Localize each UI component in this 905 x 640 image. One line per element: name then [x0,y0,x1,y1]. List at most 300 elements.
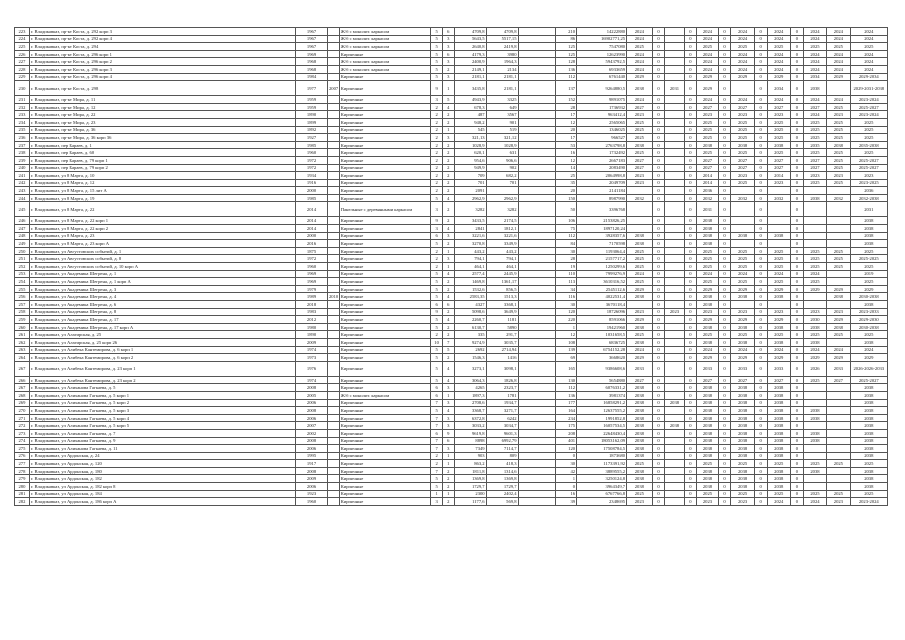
term-cell: 2024 [731,96,754,104]
zero-cell: 0 [652,346,665,354]
zero-cell: 0 [790,354,803,362]
term-range-cell: 2031 [850,202,887,217]
zero-cell: 0 [718,346,731,354]
zero-cell: 0 [754,255,767,263]
year-cell: 1927 [296,134,328,142]
zero-cell: 0 [754,28,767,36]
term-cell: 2027 [697,376,718,384]
year-cell: 2008 [296,437,328,445]
rebuild-year-cell [327,301,339,309]
term-range-cell: 2025 [850,126,887,134]
zero-cell: 0 [684,316,697,324]
rebuild-year-cell [327,202,339,217]
table-row [15,437,888,445]
address-cell: г. Владикавказ, пер Бараев, д. 79 корп 2 [29,164,295,172]
address-cell: г. Владикавказ, пр-кт Коста, д. 296 корп 1 [29,50,295,58]
rebuild-year-cell [327,467,339,475]
extra-year-cell [665,225,684,233]
term-cell: 2025 [827,134,850,142]
zero-cell: 0 [684,263,697,271]
zero-cell: 0 [754,391,767,399]
term-cell: 2038 [803,81,826,96]
term-cell: 2025 [697,149,718,157]
floors-cell: 5 [431,475,443,483]
term-cell [767,225,790,233]
entrances-cell: 2 [442,475,454,483]
term-cell: 2038 [767,483,790,491]
entrances-cell: 4 [442,293,454,301]
address-cell: г. Владикавказ, ул 8 Марта, д. 15 лит А [29,187,295,195]
term-cell: 2023 [697,498,718,506]
living-area-cell: 3325 [486,96,518,104]
term-cell: 2023 [697,308,718,316]
zero-cell: 0 [790,285,803,293]
blank-cell [518,202,555,217]
zero-cell: 0 [684,407,697,415]
blank-cell [518,240,555,248]
term-cell: 2038 [697,232,718,240]
row-number: 224 [15,35,30,43]
zero-cell: 0 [790,225,803,233]
rebuild-year-cell [327,376,339,384]
term-cell [803,475,826,483]
rebuild-year-cell [327,126,339,134]
zero-cell: 0 [718,437,731,445]
wall-material-cell: Ж/б с монолит. каркасом [339,65,431,73]
term-cell: 2038 [803,407,826,415]
plan-year-cell: 2025 [627,278,653,286]
floors-cell: 9 [431,217,443,225]
address-cell: г. Владикавказ, пер Бараев, д. 1 [29,141,295,149]
extra-year-cell [665,149,684,157]
floors-cell: 7 [431,414,443,422]
term-cell [767,217,790,225]
rebuild-year-cell [327,28,339,36]
living-area-cell: 2962,9 [486,194,518,202]
zero-cell: 0 [718,96,731,104]
term-range-cell: 2038 [850,338,887,346]
zero-cell: 0 [652,399,665,407]
rebuild-year-cell [327,73,339,81]
cost-cell: 5943792,5 [577,58,627,66]
extra-year-cell [665,323,684,331]
residents-cell: 16 [555,149,576,157]
term-cell [767,187,790,195]
term-cell: 2029 [803,354,826,362]
total-area-cell: 3368,7 [454,407,486,415]
term-cell [827,391,850,399]
living-area-cell: 2181,1 [486,81,518,96]
floors-cell: 5 [431,346,443,354]
floors-cell: 5 [431,240,443,248]
address-cell: г. Владикавказ, ул 8 Марта, д. 10 [29,172,295,180]
zero-cell: 0 [652,475,665,483]
row-number: 273 [15,429,30,437]
extra-year-cell [665,73,684,81]
zero-cell: 0 [754,126,767,134]
living-area-cell: 3271,7 [486,407,518,415]
extra-year-cell [665,202,684,217]
zero-cell: 0 [718,217,731,225]
floors-cell: 7 [431,437,443,445]
term-cell: 2027 [767,156,790,164]
zero-cell: 0 [754,270,767,278]
blank-cell [518,460,555,468]
year-cell: 1984 [296,73,328,81]
total-area-cell: 2400,9 [454,58,486,66]
zero-cell: 0 [790,475,803,483]
table-row [15,460,888,468]
zero-cell: 0 [754,475,767,483]
zero-cell: 0 [718,73,731,81]
total-area-cell: 6130,7 [454,323,486,331]
address-cell: г. Владикавказ, ул Академика Шегрена, д. 17 корп А [29,323,295,331]
term-cell: 2025 [697,460,718,468]
total-area-cell: 464,1 [454,263,486,271]
zero-cell: 0 [684,43,697,51]
floors-cell: 5 [431,73,443,81]
plan-year-cell: 2025 [627,126,653,134]
blank-cell [518,316,555,324]
term-cell: 2025 [803,460,826,468]
term-range-cell: 2029 [850,354,887,362]
term-cell: 2029 [767,285,790,293]
row-number: 262 [15,338,30,346]
extra-year-cell [665,194,684,202]
cost-cell: 2153826,25 [577,217,627,225]
residents-cell: 108 [555,338,576,346]
zero-cell: 0 [684,73,697,81]
row-number: 250 [15,247,30,255]
term-range-cell: 2038 [850,475,887,483]
plan-year-cell: 2023 [627,179,653,187]
table-row [15,338,888,346]
total-area-cell: 1028,9 [454,141,486,149]
address-cell: г. Владикавказ, пер Бараев, д. 79 корп 1 [29,156,295,164]
year-cell: 1892 [296,126,328,134]
table-row [15,399,888,407]
residents-cell: 220 [555,316,576,324]
zero-cell: 0 [754,346,767,354]
residents-cell: 128 [555,58,576,66]
term-cell: 2038 [731,384,754,392]
zero-cell: 0 [652,172,665,180]
rebuild-year-cell [327,232,339,240]
row-number: 282 [15,498,30,506]
term-cell [827,414,850,422]
rebuild-year-cell [327,391,339,399]
term-cell: 2038 [697,338,718,346]
term-cell: 2025 [731,255,754,263]
plan-year-cell: 2027 [627,103,653,111]
zero-cell: 0 [718,187,731,195]
address-cell: г. Владикавказ, ул Алиханова Гагкаева, д. 5 корп 1 [29,391,295,399]
cost-cell: 1732492 [577,149,627,157]
term-cell: 2024 [803,65,826,73]
rebuild-year-cell [327,338,339,346]
extra-year-cell [665,407,684,415]
rebuild-year-cell [327,460,339,468]
wall-material-cell: Кирпичные [339,232,431,240]
year-cell: 2009 [296,338,328,346]
wall-material-cell: Кирпичные [339,346,431,354]
living-area-cell: 901 [486,118,518,126]
term-range-cell: 2029 [850,285,887,293]
residents-cell: 116 [555,293,576,301]
term-cell [827,407,850,415]
living-area-cell: 321,12 [486,134,518,142]
floors-cell: 5 [431,58,443,66]
living-area-cell: 4709,8 [486,28,518,36]
floors-cell: 2 [431,331,443,339]
cost-cell: 1736932 [577,103,627,111]
term-range-cell: 2024 [850,346,887,354]
table-row [15,187,888,195]
term-cell: 2024 [767,35,790,43]
term-cell [827,187,850,195]
entrances-cell: 6 [442,437,454,445]
term-cell: 2027 [767,376,790,384]
term-range-cell: 2025-2027 [850,156,887,164]
term-range-cell: 2038 [850,452,887,460]
term-cell: 2031 [697,202,718,217]
term-cell: 2025 [731,263,754,271]
residents-cell: 110 [555,270,576,278]
table-row [15,308,888,316]
zero-cell: 0 [754,437,767,445]
blank-cell [518,118,555,126]
address-cell: г. Владикавказ, ул Алиханова Гагкаева, д. 5 корп 5 [29,422,295,430]
floors-cell: 5 [431,50,443,58]
term-range-cell: 2038 [850,225,887,233]
living-area-cell: 902 [486,164,518,172]
zero-cell: 0 [718,164,731,172]
term-cell: 2038 [697,225,718,233]
rebuild-year-cell: 2007 [327,81,339,96]
floors-cell: 5 [431,483,443,491]
cost-cell: 3889555,2 [577,467,627,475]
year-cell: 1899 [296,118,328,126]
term-cell: 2025 [697,263,718,271]
zero-cell: 0 [718,354,731,362]
total-area-cell: 3433,5 [454,217,486,225]
row-number: 267 [15,384,30,392]
wall-material-cell: Кирпичные [339,111,431,119]
year-cell: 2008 [296,467,328,475]
year-cell: 1917 [296,460,328,468]
table-row [15,240,888,248]
term-cell: 2038 [731,323,754,331]
total-area-cell: 4265 [454,384,486,392]
zero-cell: 0 [652,179,665,187]
term-cell [767,301,790,309]
entrances-cell: 2 [442,483,454,491]
entrances-cell: 3 [442,414,454,422]
zero-cell: 0 [754,308,767,316]
zero-cell: 0 [790,73,803,81]
term-cell: 2038 [767,232,790,240]
entrances-cell: 2 [442,323,454,331]
blank-cell [518,270,555,278]
entrances-cell: 3 [442,58,454,66]
term-cell: 2025 [697,247,718,255]
extra-year-cell [665,187,684,195]
living-area-cell: 2181,1 [486,73,518,81]
row-number: 271 [15,414,30,422]
zero-cell: 0 [754,490,767,498]
term-cell [803,384,826,392]
total-area-cell: 794,1 [454,255,486,263]
zero-cell: 0 [684,338,697,346]
zero-cell: 0 [718,156,731,164]
table-row [15,126,888,134]
housing-table [14,27,888,506]
wall-material-cell: Кирпичные [339,225,431,233]
term-range-cell: 2038 [850,414,887,422]
wall-material-cell: Кирпичные [339,194,431,202]
term-cell: 2038 [803,194,826,202]
zero-cell: 0 [754,149,767,157]
plan-year-cell: 2025 [627,460,653,468]
term-cell: 2038 [731,422,754,430]
plan-year-cell: 2024 [627,28,653,36]
term-cell: 2038 [767,391,790,399]
residents-cell: 210 [555,28,576,36]
term-cell: 2025 [697,118,718,126]
table-row [15,65,888,73]
term-cell: 2025 [827,126,850,134]
row-number: 228 [15,65,30,73]
zero-cell: 0 [684,437,697,445]
zero-cell: 0 [754,467,767,475]
row-number: 253 [15,270,30,278]
table-row [15,179,888,187]
term-cell [803,202,826,217]
entrances-cell: 2 [442,65,454,73]
residents-cell: 69 [555,354,576,362]
blank-cell [518,490,555,498]
blank-cell [518,35,555,43]
plan-year-cell: 2038 [627,399,653,407]
blank-cell [518,467,555,475]
entrances-cell: 3 [442,384,454,392]
residents-cell: 28 [555,103,576,111]
wall-material-cell: Кирпичные [339,270,431,278]
zero-cell: 0 [790,141,803,149]
zero-cell: 0 [684,240,697,248]
row-number: 278 [15,467,30,475]
term-cell: 2038 [697,217,718,225]
zero-cell: 0 [684,452,697,460]
zero-cell: 0 [684,301,697,309]
zero-cell: 0 [652,126,665,134]
extra-year-cell [665,346,684,354]
entrances-cell: 4 [442,376,454,384]
zero-cell: 0 [790,361,803,376]
term-cell: 2024 [697,58,718,66]
zero-cell: 0 [684,429,697,437]
living-area-cell: 856,5 [486,285,518,293]
address-cell: г. Владикавказ, ул Алиханова Гагкаева, д. 9 [29,437,295,445]
total-area-cell: 5643,5 [454,35,486,43]
term-cell: 2025 [803,247,826,255]
cost-cell: 5654880 [577,376,627,384]
term-range-cell: 2024 [850,35,887,43]
total-area-cell: 5098,6 [454,308,486,316]
term-range-cell: 2025 [850,263,887,271]
row-number: 249 [15,240,30,248]
zero-cell: 0 [684,81,697,96]
extra-year-cell [665,437,684,445]
term-cell [827,217,850,225]
cost-cell: 14222880 [577,28,627,36]
term-cell: 2025 [731,149,754,157]
row-number: 276 [15,452,30,460]
floors-cell: 2 [431,111,443,119]
rebuild-year-cell [327,43,339,51]
table-row [15,278,888,286]
zero-cell: 0 [684,156,697,164]
blank-cell [518,149,555,157]
address-cell: г. Владикавказ, ул Алиханова Гагкаева, д. 11 [29,445,295,453]
zero-cell: 0 [684,384,697,392]
living-area-cell: 1934,7 [486,399,518,407]
zero-cell: 0 [790,43,803,51]
zero-cell: 0 [684,141,697,149]
zero-cell: 0 [718,141,731,149]
wall-material-cell: Кирпичные [339,255,431,263]
term-cell: 2024 [767,65,790,73]
extra-year-cell [665,483,684,491]
residents-cell: 165 [555,361,576,376]
zero-cell: 0 [754,179,767,187]
rebuild-year-cell [327,156,339,164]
floors-cell: 5 [431,376,443,384]
entrances-cell: 3 [442,399,454,407]
zero-cell: 0 [684,490,697,498]
term-cell: 2038 [731,399,754,407]
wall-material-cell: Кирпичные [339,156,431,164]
wall-material-cell: Кирпичные [339,285,431,293]
term-cell: 2027 [731,164,754,172]
rebuild-year-cell [327,414,339,422]
zero-cell: 0 [718,172,731,180]
wall-material-cell: Кирпичные [339,50,431,58]
zero-cell: 0 [718,285,731,293]
rebuild-year-cell [327,285,339,293]
entrances-cell: 2 [442,187,454,195]
term-cell [827,232,850,240]
year-cell: 2000 [296,232,328,240]
term-cell: 2038 [697,467,718,475]
term-range-cell: 2038 [850,240,887,248]
cost-cell: 3670118,4 [577,301,627,309]
living-area-cell: 1812,1 [486,225,518,233]
table-row [15,217,888,225]
zero-cell: 0 [754,460,767,468]
term-cell: 2038 [697,429,718,437]
row-number: 258 [15,308,30,316]
living-area-cell: 794,1 [486,255,518,263]
term-cell [827,399,850,407]
plan-year-cell: 2024 [627,58,653,66]
total-area-cell: 335 [454,331,486,339]
term-cell: 2027 [803,156,826,164]
term-cell: 2038 [697,384,718,392]
zero-cell: 0 [684,278,697,286]
term-cell: 2032 [697,194,718,202]
term-cell: 2024 [827,28,850,36]
